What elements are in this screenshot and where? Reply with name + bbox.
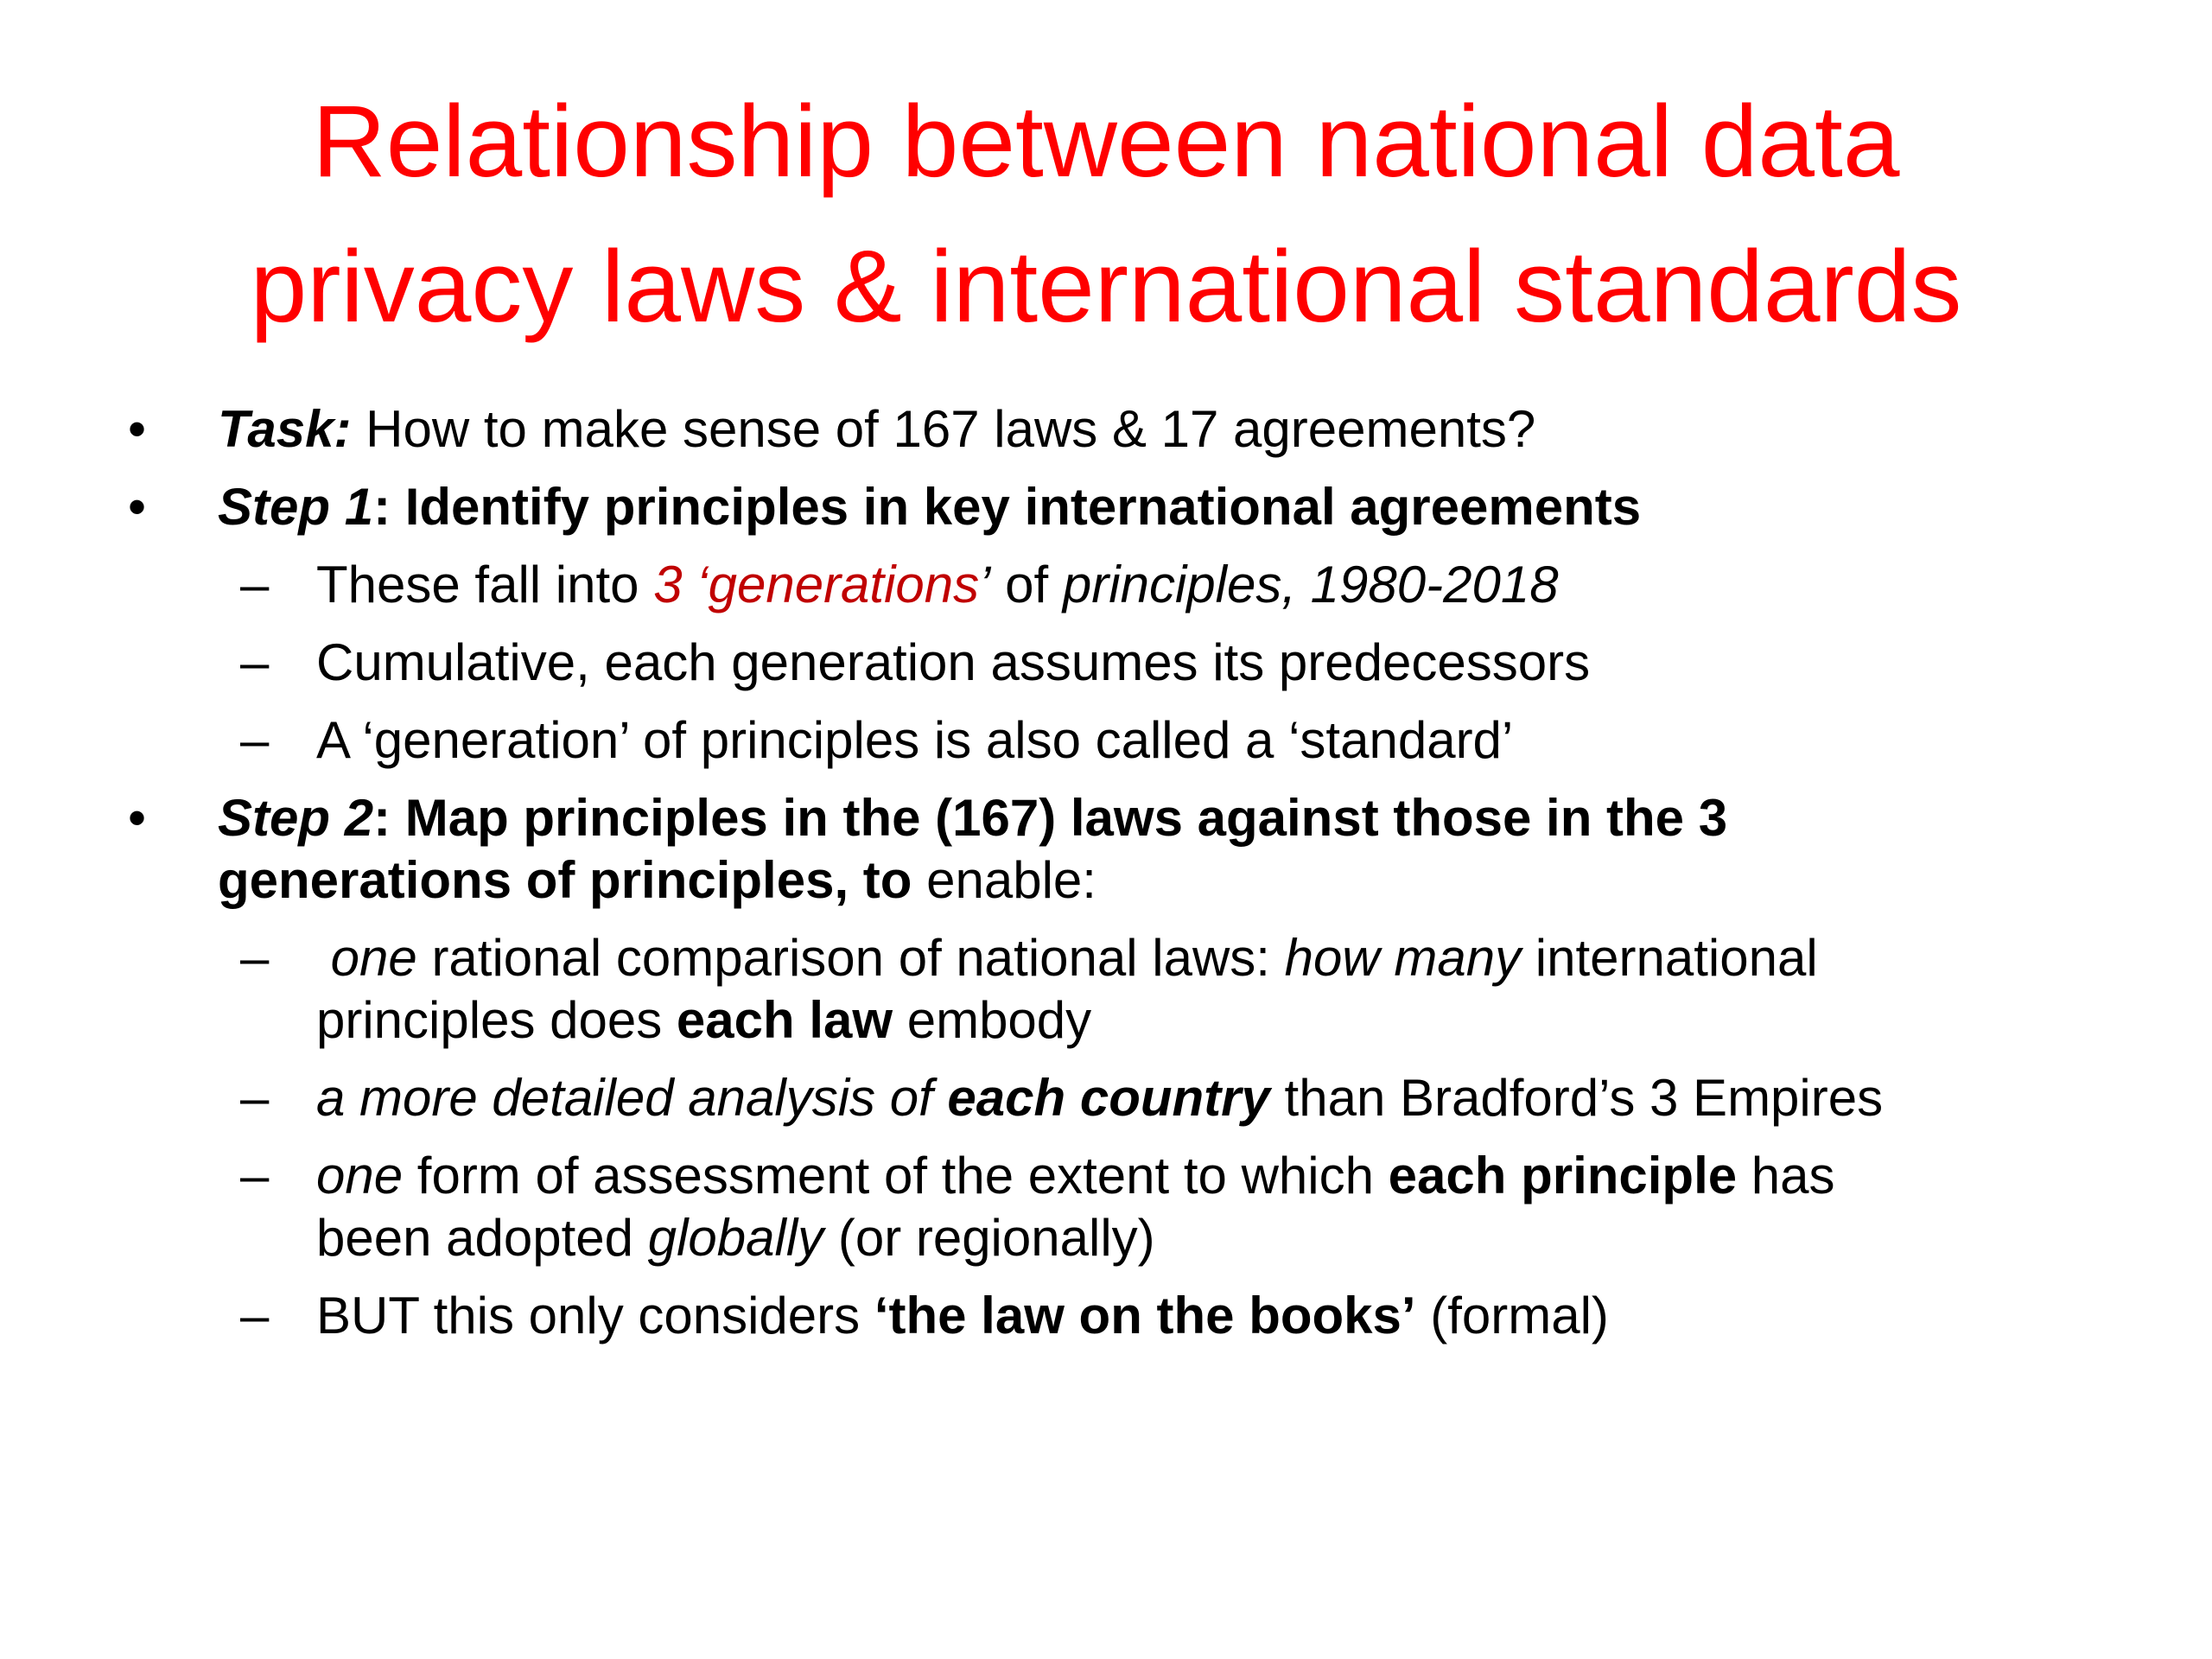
step-1-sub-cumulative: Cumulative, each generation assumes its predecessors — [316, 633, 1591, 691]
task-text: How to make sense of 167 laws & 17 agreements? — [351, 400, 1536, 458]
sub-text: form of assessment of the extent to which — [403, 1147, 1389, 1205]
dash-marker: – — [240, 1147, 270, 1205]
sub-text: each country — [947, 1069, 1270, 1127]
step-2-sub-comparison — [316, 927, 1818, 1052]
bullet-marker: • — [128, 478, 147, 536]
bullet-marker: • — [128, 400, 147, 458]
step-1-sub-standard: A ‘generation’ of principles is also called a ‘standard’ — [316, 711, 1514, 769]
step-2-label: Step 2 — [218, 789, 374, 847]
sub-text: ’ — [979, 556, 991, 613]
sub-text: each principle — [1388, 1147, 1738, 1205]
sub-text: These fall into — [316, 556, 654, 613]
bullet-step-1 — [218, 476, 1641, 538]
sub-text: one — [330, 929, 417, 987]
sub-text: (or regionally) — [823, 1209, 1155, 1267]
title-line-2: privacy laws & international standards — [250, 230, 1962, 344]
sub-text: (formal) — [1415, 1287, 1609, 1344]
sub-text: each law — [676, 991, 893, 1049]
sub-text: globally — [647, 1209, 824, 1267]
sub-text: international — [1521, 929, 1818, 987]
sub-text: than Bradford’s 3 Empires — [1269, 1069, 1884, 1127]
bullet-task — [218, 398, 1535, 461]
sub-text: has — [1737, 1147, 1835, 1205]
dash-marker: – — [240, 1069, 270, 1127]
sub-text: a more detailed analysis of — [316, 1069, 948, 1127]
sub-text: rational comparison of national laws: — [416, 929, 1285, 987]
sub-text: one — [316, 1147, 404, 1205]
bullet-marker: • — [128, 789, 147, 847]
sub-text: embody — [893, 991, 1092, 1049]
step-2-text: generations of principles, to — [218, 851, 912, 909]
sub-text: ‘the law on the books’ — [874, 1287, 1416, 1344]
dash-marker: – — [240, 1287, 270, 1344]
step-2-sub-assessment — [316, 1145, 1835, 1269]
slide-title — [104, 69, 2108, 359]
step-2-text: : Map principles in the (167) laws against those in the 3 — [373, 789, 1728, 847]
sub-text: BUT this only considers — [316, 1287, 874, 1344]
sub-text: been adopted — [316, 1209, 648, 1267]
dash-marker: – — [240, 633, 270, 691]
sub-text: how many — [1284, 929, 1522, 987]
dash-marker: – — [240, 711, 270, 769]
bullet-step-2 — [218, 787, 1727, 912]
sub-text: principles, 1980-2018 — [1062, 556, 1559, 613]
sub-text: of — [990, 556, 1063, 613]
step-1-sub-generations — [316, 554, 1559, 616]
task-label: Task: — [218, 400, 352, 458]
step-2-text: enable: — [912, 851, 1096, 909]
dash-marker: – — [240, 929, 270, 987]
sub-text: principles does — [316, 991, 677, 1049]
step-1-text: : Identify principles in key international agreements — [373, 478, 1642, 536]
step-2-sub-books — [316, 1285, 1609, 1347]
step-2-sub-analysis — [316, 1067, 1883, 1129]
title-line-1: Relationship between national data — [312, 85, 1900, 199]
generations-highlight: 3 ‘generations — [653, 556, 980, 613]
step-1-label: Step 1 — [218, 478, 374, 536]
dash-marker: – — [240, 556, 270, 613]
